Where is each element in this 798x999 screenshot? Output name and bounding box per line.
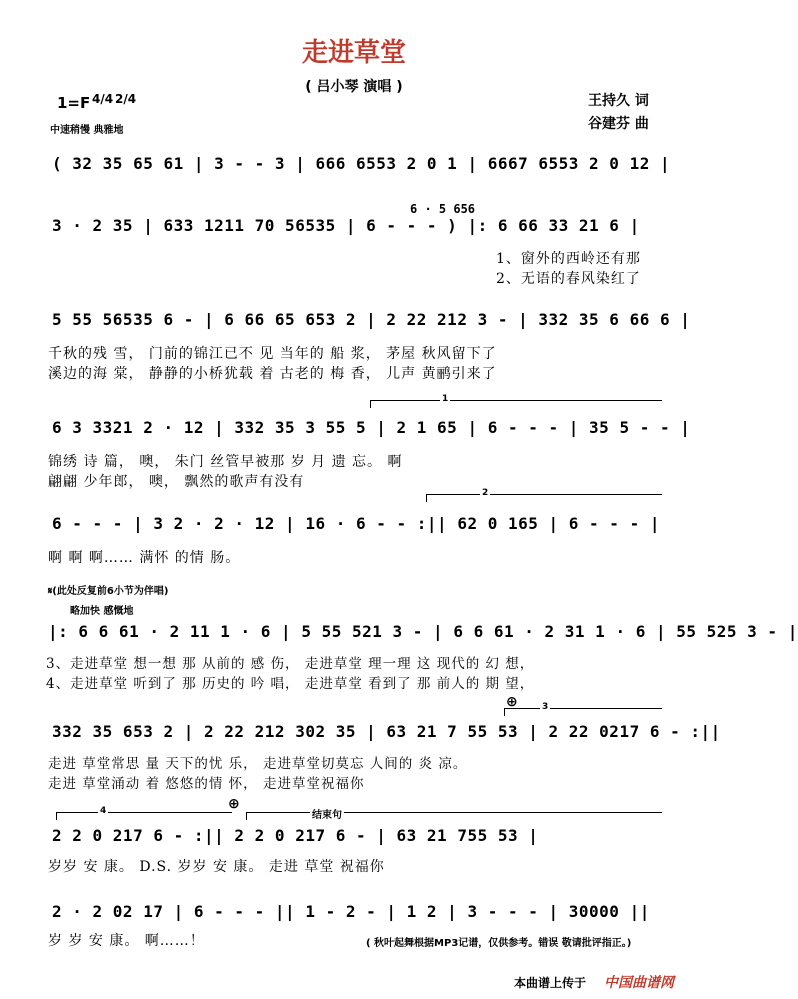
lyric-line-3-2: 溪边的海 棠， 静静的小桥犹载 着 古老的 梅 香， 儿声 黄鹂引来了 [48,366,497,382]
volta-number-2: 2 [482,488,489,498]
score-system-4: 6 3 3321 2 · 12 | 332 35 3 55 5 | 2 1 65 | 6 - - - | 35 5 - - | [52,418,691,437]
score-system-3: 5 55 56535 6 - | 6 66 65 653 2 | 2 22 212 3 - | 332 35 6 66 6 | [52,310,691,329]
coda-sign-1: ⊕ [506,694,518,710]
volta-bracket-2 [426,494,662,502]
lyric-line-2-1: 1、窗外的西岭还有那 [496,251,641,267]
volta-number-3: 3 [542,702,549,712]
ending-bracket [246,812,662,820]
segno-note: 𝄋(此处反复前6小节为伴唱) [48,586,169,597]
lyricist-credit: 王持久 词 [588,93,649,109]
lyric-line-3-1: 千秋的残 雪， 门前的锦江已不 见 当年的 船 浆， 茅屋 秋风留下了 [48,346,497,362]
volta-bracket-4 [56,812,232,820]
volta-number-4: 4 [100,806,107,816]
score-system-6: |: 6 6 61 · 2 11 1 · 6 | 5 55 521 3 - | 6 6 61 · 2 31 1 · 6 | 55 525 3 - | [48,622,798,641]
ending-label: 结束句 [310,806,344,821]
lyric-line-5-1: 啊 啊 啊…… 满怀 的情 肠。 [48,550,241,566]
time-signature-a: 4/4 [92,92,114,106]
score-system-2: 3 · 2 35 | 633 1211 70 56535 | 6 - - - ) |: 6 66 33 21 6 | [52,216,640,235]
score-system-5: 6 - - - | 3 2 · 2 · 12 | 16 · 6 - - :|| 62 0 165 | 6 - - - | [52,514,660,533]
lyric-line-6-1: 3、走进草堂 想一想 那 从前的 感 伤， 走进草堂 理一理 这 现代的 幻 想， [46,656,535,672]
coda-sign-2: ⊕ [228,796,240,812]
lyric-line-7-1: 走进 草堂常思 量 天下的忧 乐， 走进草堂切莫忘 人间的 炎 凉。 [48,756,468,772]
volta-bracket-3 [504,708,662,716]
score-system-7: 332 35 653 2 | 2 22 212 302 35 | 63 21 7 55 53 | 2 22 0217 6 - :|| [52,722,721,741]
lyric-line-4-1: 锦绣 诗 篇， 噢， 朱门 丝管早被那 岁 月 遗 忘。 啊 [48,454,403,470]
page-subtitle: ( 吕小琴 演唱 ) [305,79,403,95]
score-system-8: 2 2 0 217 6 - :|| 2 2 0 217 6 - | 63 21 755 53 | [52,826,539,845]
score-system-1: ( 32 35 65 61 | 3 - - 3 | 666 6553 2 0 1 | 6667 6553 2 0 12 | [52,154,671,173]
transcription-remark: ( 秋叶起舞根据MP3记谱，仅供参考。错误 敬请批评指正。) [366,938,632,949]
lyric-line-8-1: 岁岁 安 康。 D.S. 岁岁 安 康。 走进 草堂 祝福你 [48,859,385,875]
lyric-line-2-2: 2、无语的春风染红了 [496,271,641,287]
volta-number-1: 1 [442,394,449,404]
page-title: 走进草堂 [301,38,406,68]
tempo-marking-2: 略加快 感慨地 [70,606,134,617]
site-brand: 中国曲谱网 [604,975,674,991]
volta-bracket-1 [370,400,662,408]
composer-credit: 谷建芬 曲 [588,116,649,132]
key-signature: 1=F [57,94,91,112]
lyric-line-7-2: 走进 草堂涌动 着 悠悠的情 怀， 走进草堂祝福你 [48,776,365,792]
time-signature-b: 2/4 [115,92,137,106]
lyric-line-6-2: 4、走进草堂 听到了 那 历史的 吟 唱， 走进草堂 看到了 那 前人的 期 望， [46,676,535,692]
upload-note: 本曲谱上传于 [514,976,587,990]
lyric-line-9-1: 岁 岁 安 康。 啊……！ [48,933,205,949]
upper-voice-notes: 6 · 5 656 [410,202,476,216]
score-system-9: 2 · 2 02 17 | 6 - - - || 1 - 2 - | 1 2 | 3 - - - | 30000 || [52,902,650,921]
lyric-line-4-2: 翩翩 少年郎， 噢， 飘然的歌声有没有 [48,474,305,490]
tempo-marking: 中速稍慢 典雅地 [50,125,124,136]
